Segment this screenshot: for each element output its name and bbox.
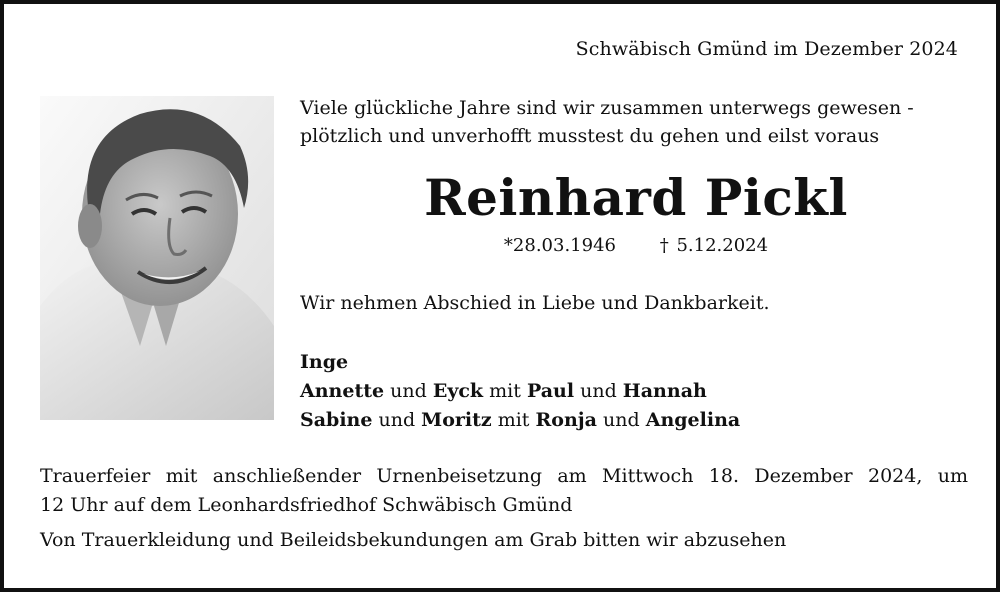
birth-date: *28.03.1946 (503, 235, 616, 256)
funeral-service-info (40, 462, 968, 520)
family-name: Angelina (645, 409, 741, 431)
death-date: † 5.12.2024 (659, 235, 769, 256)
family-connector: und (378, 409, 416, 431)
life-dates (300, 233, 972, 259)
family-connector: mit (497, 409, 530, 431)
family-list (300, 348, 980, 435)
quote-line: plötzlich und unverhofft musstest du gehen und eilst voraus (300, 125, 880, 147)
family-name: Hannah (622, 380, 707, 402)
family-name: Ronja (535, 409, 597, 431)
family-row (300, 348, 980, 377)
family-name: Eyck (432, 380, 484, 402)
quote (300, 94, 980, 150)
family-connector: und (580, 380, 617, 402)
deceased-name: Reinhard Pickl (424, 168, 848, 227)
place-date: Schwäbisch Gmünd im Dezember 2024 (575, 38, 958, 60)
family-row (300, 377, 980, 406)
quote-line: Viele glückliche Jahre sind wir zusammen unterwegs gewesen - (300, 97, 914, 119)
farewell-text: Wir nehmen Abschied in Liebe und Dankbarkeit. (300, 292, 770, 314)
family-name: Moritz (421, 409, 492, 431)
family-name: Inge (300, 351, 349, 373)
family-name: Sabine (300, 409, 373, 431)
portrait-photo-icon (40, 96, 274, 420)
family-connector: und (603, 409, 640, 431)
portrait-photo (40, 96, 274, 420)
family-connector: und (390, 380, 427, 402)
service-line: Trauerfeier mit anschließender Urnenbeisetzung am Mittwoch 18. Dezember 2024, um (40, 465, 968, 487)
service-line: 12 Uhr auf dem Leonhardsfriedhof Schwäbisch Gmünd (40, 494, 573, 516)
condolence-request: Von Trauerkleidung und Beileidsbekundungen am Grab bitten wir abzusehen (40, 529, 787, 551)
family-name: Annette (300, 380, 385, 402)
family-connector: mit (489, 380, 521, 402)
family-name: Paul (526, 380, 575, 402)
family-row (300, 406, 980, 435)
